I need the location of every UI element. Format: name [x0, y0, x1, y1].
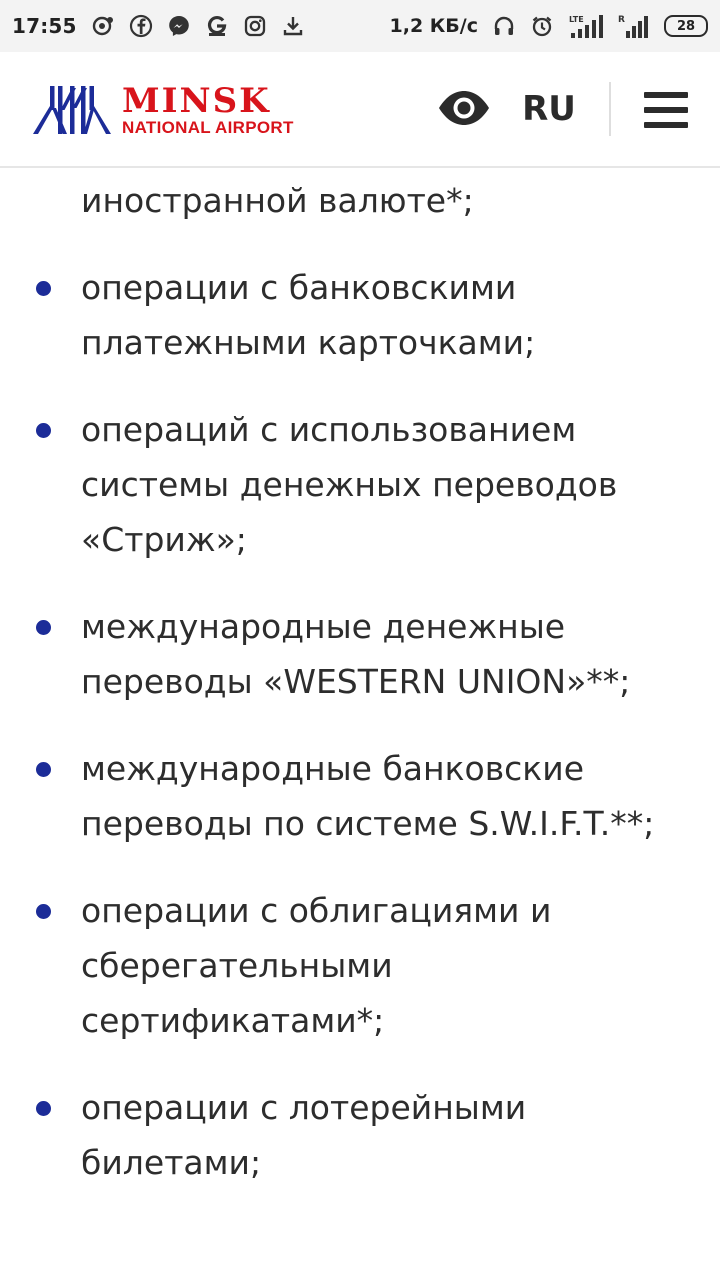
menu-icon-bar-middle — [644, 107, 688, 113]
headphones-icon — [492, 14, 516, 38]
header-divider — [609, 82, 611, 136]
airport-logo-text — [122, 80, 294, 137]
bullet-icon — [36, 620, 51, 635]
download-icon — [281, 14, 305, 38]
list-item — [0, 599, 720, 709]
notification-icon — [91, 14, 115, 38]
menu-icon-bar-bottom — [644, 122, 688, 128]
battery-level: 28 — [676, 18, 696, 34]
list-item — [0, 1080, 720, 1190]
services-list — [0, 173, 720, 1222]
list-item-text: иностранной валюте*; — [81, 181, 474, 220]
alarm-icon — [530, 14, 554, 38]
list-item — [0, 741, 720, 851]
hamburger-menu-button[interactable] — [636, 82, 696, 138]
menu-icon-bar-top — [644, 92, 688, 98]
list-item-text: международные банковские переводы по системе S.W.I.F.T.**; — [81, 749, 655, 843]
instagram-icon — [243, 14, 267, 38]
bullet-icon — [36, 904, 51, 919]
facebook-icon — [129, 14, 153, 38]
messenger-icon — [167, 14, 191, 38]
status-bar-right — [390, 14, 709, 38]
language-label: RU — [522, 89, 576, 129]
accessibility-eye-button[interactable] — [436, 86, 492, 130]
battery-indicator — [664, 15, 708, 37]
list-item-text: операции с лотерейными билетами; — [81, 1088, 527, 1182]
language-switch-button[interactable] — [516, 84, 582, 134]
status-bar-left — [12, 14, 305, 38]
eye-icon — [437, 90, 491, 126]
list-item-text: операций с использованием системы денежных переводов «Стриж»; — [81, 410, 618, 559]
status-bar — [0, 0, 720, 52]
list-item-text: операции с банковскими платежными карточками; — [81, 268, 536, 362]
bullet-icon — [36, 762, 51, 777]
list-item — [0, 883, 720, 1048]
network-speed: 1,2 КБ/с — [389, 15, 478, 37]
lte-label: LTE — [569, 15, 584, 24]
logo-title: MINSK — [122, 80, 271, 121]
signal-r-icon — [618, 14, 650, 38]
list-item — [0, 260, 720, 370]
services-content — [0, 168, 720, 1280]
status-time: 17:55 — [12, 14, 77, 38]
roaming-label: R — [618, 15, 625, 25]
list-item — [0, 173, 720, 228]
list-item — [0, 402, 720, 567]
logo-subtitle: NATIONAL AIRPORT — [122, 117, 294, 137]
bullet-icon — [36, 1101, 51, 1116]
airport-logo-link[interactable] — [32, 82, 294, 138]
list-item-text: международные денежные переводы «WESTERN UNION»**; — [81, 607, 631, 701]
signal-lte-icon — [568, 14, 604, 38]
list-item-text: операции с облигациями и сберегательными сертификатами*; — [81, 891, 552, 1040]
airport-logo-mark-icon — [32, 84, 112, 136]
site-header — [0, 52, 720, 168]
bullet-icon — [36, 281, 51, 296]
bullet-icon — [36, 423, 51, 438]
app-g-icon — [205, 14, 229, 38]
